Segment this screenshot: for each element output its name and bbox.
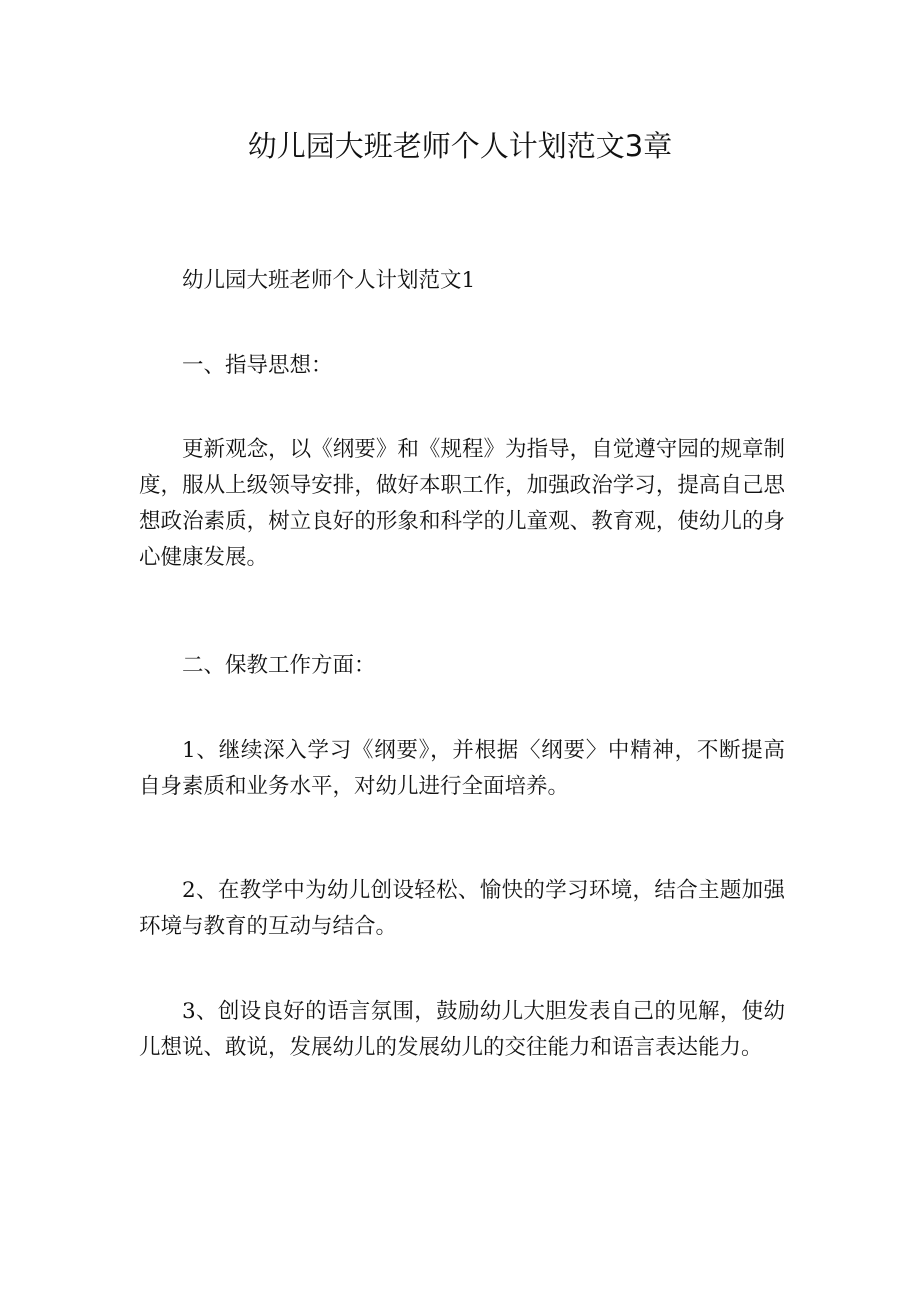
document-subtitle: 幼儿园大班老师个人计划范文1 [182,268,476,293]
list-item-1: 1、继续深入学习《纲要》，并根据〈纲要〉中精神，不断提高自身素质和业务水平，对幼儿进行全面培养。 [139,738,785,799]
section-2-heading: 二、保教工作方面： [182,653,376,678]
list-item-3: 3、创设良好的语言氛围，鼓励幼儿大胆发表自己的见解，使幼儿想说、敢说，发展幼儿的发展幼儿的交往能力和语言表达能力。 [139,999,785,1060]
section-1-heading: 一、指导思想： [182,353,333,378]
list-item-2: 2、在教学中为幼儿创设轻松、愉快的学习环境，结合主题加强环境与教育的互动与结合。 [139,878,785,939]
document-title: 幼儿园大班老师个人计划范文3章 [247,129,673,163]
section-1-paragraph: 更新观念，以《纲要》和《规程》为指导，自觉遵守园的规章制度，服从上级领导安排，做好本职工作，加强政治学习，提高自己思想政治素质，树立良好的形象和科学的儿童观、教育观，使幼儿的身心健康发展。 [139,437,785,570]
